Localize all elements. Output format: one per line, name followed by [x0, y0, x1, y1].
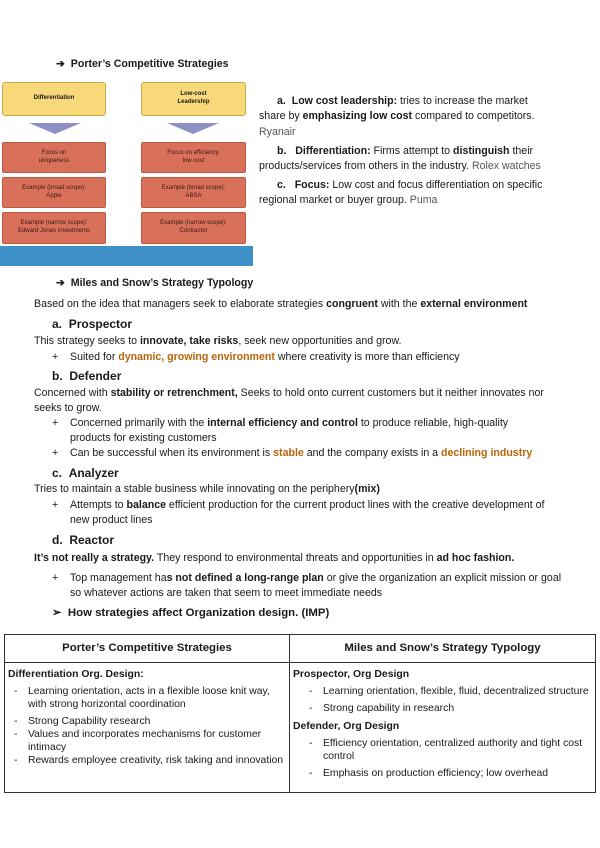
- prospector-description: This strategy seeks to innovate, take risks, seek new opportunities and grow.: [34, 335, 402, 347]
- diagram-low-cost-box: Low-cost Leadership: [141, 82, 246, 116]
- diagram-differentiation-box: Differentiation: [2, 82, 106, 116]
- analyzer-description: Tries to maintain a stable business while innovating on the periphery(mix): [34, 483, 380, 495]
- defender-heading: b. Defender: [52, 369, 122, 383]
- list-item: - Strong Capability research: [14, 716, 151, 728]
- list-item: - Strong capability in research: [309, 703, 455, 715]
- diagram-example-broad-right: Example (broad scope): ABSA: [141, 177, 246, 208]
- list-item: - Learning orientation, flexible, fluid, decentralized structure: [309, 686, 589, 698]
- defender-design-title: Defender, Org Design: [293, 721, 400, 733]
- list-item: - Values and incorporates mechanisms for customer intimacy: [14, 729, 262, 754]
- table-header-porter: Porter’s Competitive Strategies: [5, 635, 290, 663]
- arrow-icon: ➔: [56, 58, 65, 70]
- list-item: - Emphasis on production efficiency; low overhead: [309, 768, 549, 780]
- diagram-base-bar: [0, 246, 253, 266]
- diagram-example-broad-left: Example (broad scope): Apple: [2, 177, 106, 208]
- diagram-example-narrow-left: Example (narrow scope): Edward Jones Investments: [2, 212, 106, 244]
- list-item: - Rewards employee creativity, risk taking and innovation: [14, 755, 284, 767]
- table-cell-porter: [5, 663, 290, 793]
- diagram-example-narrow-right: Example (narrow scope): Contractor: [141, 212, 246, 244]
- reactor-heading: d. Reactor: [52, 533, 115, 547]
- porter-diagram: [0, 80, 253, 266]
- reactor-bullet: + Top management has not defined a long-range plan or give the organization an explicit mission or goal so whatever actions are taken that seem to meet immediate needs: [52, 572, 562, 600]
- list-item: - Efficiency orientation, centralized authority and tight cost control: [309, 738, 583, 763]
- diagram-arrow-left: [29, 123, 81, 134]
- defender-description: Concerned with stability or retrenchment, Seeks to hold onto current customers but it neither innovates nor seeks to grow.: [34, 387, 544, 415]
- diagram-focus-efficiency-box: Focus on efficiency, low cost: [141, 142, 246, 173]
- diagram-arrow-right: [167, 123, 219, 134]
- defender-bullet-1: + Concerned primarily with the internal efficiency and control to produce reliable, high-quality products for existing customers: [52, 417, 509, 445]
- arrowhead-icon: ➢: [52, 607, 62, 619]
- differentiation-design-title: Differentiation Org. Design:: [8, 669, 144, 680]
- strategy-design-table: [4, 634, 596, 793]
- design-heading: ➢ How strategies affect Organization design. (IMP): [52, 607, 330, 619]
- list-item: - Learning orientation, acts in a flexible loose knit way, with strong horizontal coordination: [14, 686, 270, 711]
- arrow-icon: ➔: [56, 277, 65, 289]
- porter-item-focus: c. Focus: Low cost and focus differentiation on specific regional market or buyer group. Puma: [259, 179, 543, 207]
- porter-heading: ➔ Porter’s Competitive Strategies: [56, 58, 229, 70]
- prospector-heading: a. Prospector: [52, 317, 133, 331]
- miles-intro: Based on the idea that managers seek to elaborate strategies congruent with the external environment: [34, 298, 528, 310]
- porter-item-low-cost: a. Low cost leadership: tries to increase the market share by emphasizing low cost compared to competitors. Ryanair: [259, 95, 535, 138]
- table-header-miles: Miles and Snow’s Strategy Typology: [290, 635, 596, 663]
- prospector-design-title: Prospector, Org Design: [293, 669, 410, 680]
- prospector-bullet: + Suited for dynamic, growing environment where creativity is more than efficiency: [52, 351, 460, 363]
- analyzer-bullet: + Attempts to balance efficient production for the current product lines with the creative development of new product lines: [52, 499, 545, 527]
- porter-item-differentiation: b. Differentiation: Firms attempt to distinguish their products/services from others in the industry. Rolex watches: [259, 145, 541, 173]
- analyzer-heading: c. Analyzer: [52, 466, 119, 480]
- reactor-description: It’s not really a strategy. They respond to environmental threats and opportunities in ad hoc fashion.: [34, 552, 515, 564]
- miles-heading: ➔ Miles and Snow’s Strategy Typology: [56, 277, 254, 289]
- table-cell-miles: [290, 663, 596, 793]
- defender-bullet-2: + Can be successful when its environment is stable and the company exists in a declining industry: [52, 447, 533, 459]
- diagram-focus-uniqueness-box: Focus on uniqueness: [2, 142, 106, 173]
